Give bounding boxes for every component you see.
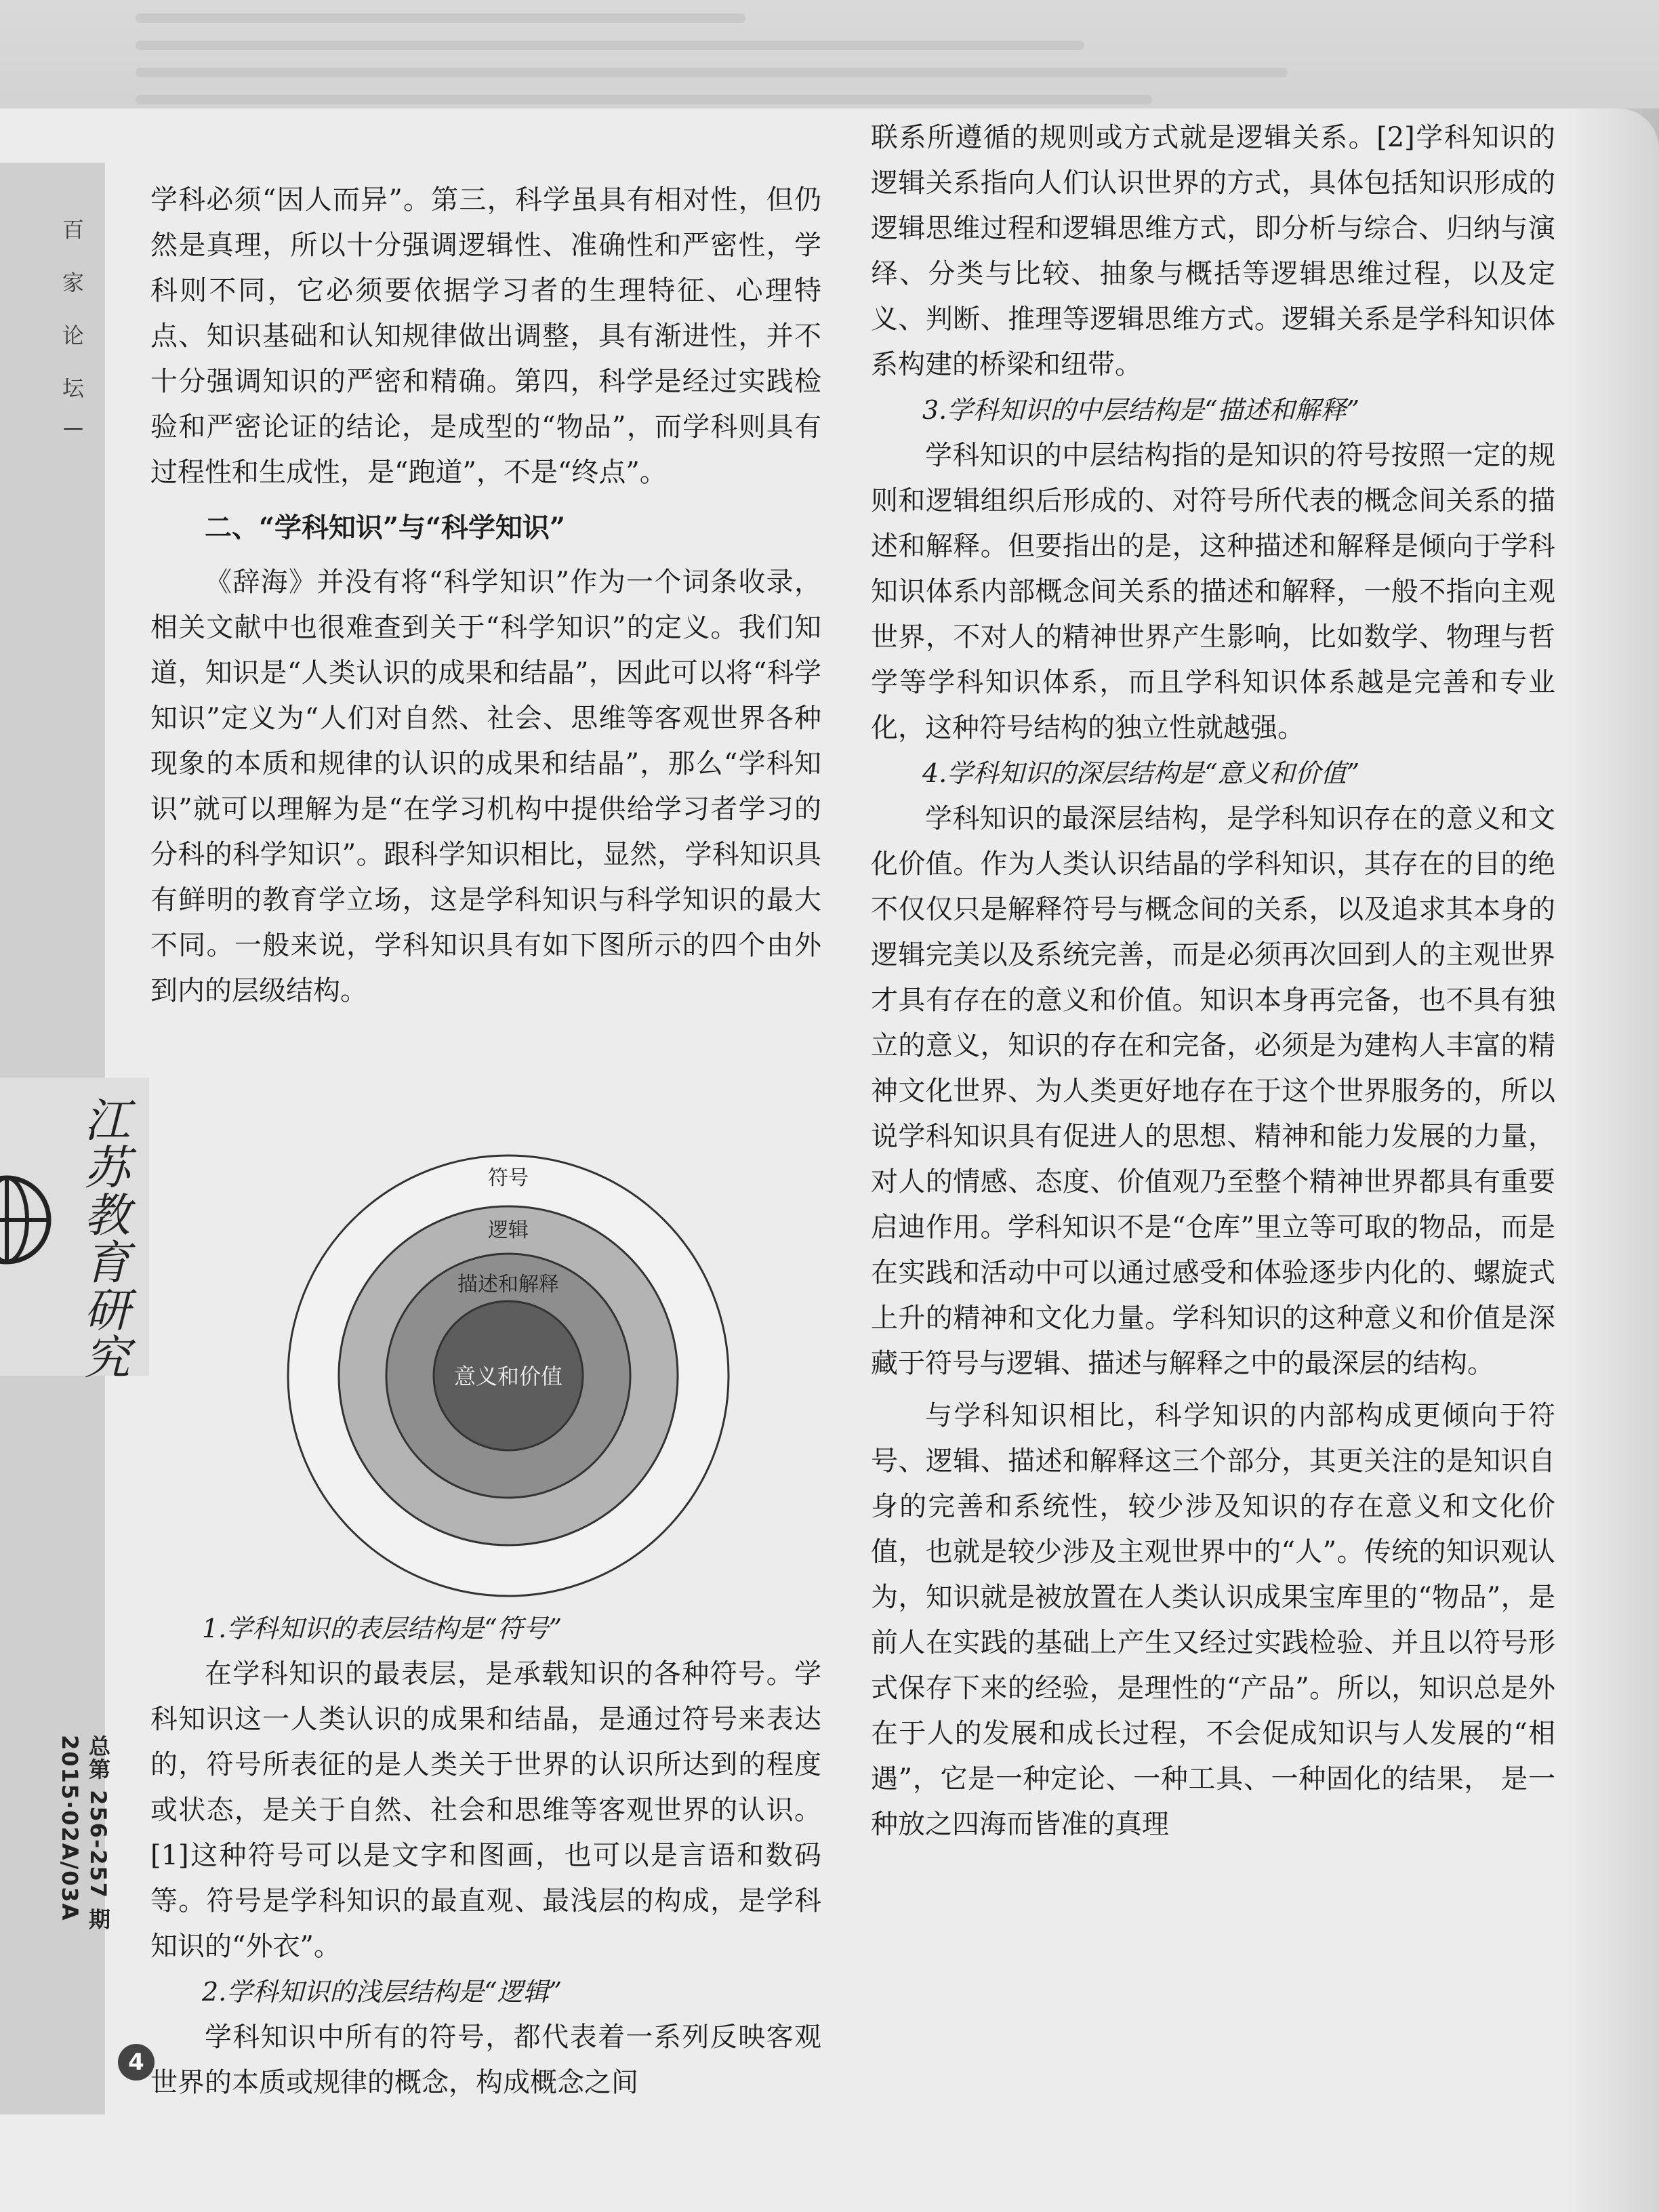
paragraph: 学科知识的中层结构指的是知识的符号按照一定的规则和逻辑组织后形成的、对符号所代表的概念间关系的描述和解释。但要指出的是，这种描述和解释是倾向于学科知识体系内部概念间关系的描述和解释，一般不指向主观世界，不对人的精神世界产生影响，比如数学、物理与哲学等学科知识体系，而且学科知识体系越是完善和专业化，这种符号结构的独立性就越强。 <box>871 440 1555 743</box>
subsection-heading: 2.学科知识的浅层结构是“逻辑” <box>202 1977 562 2007</box>
concentric-layer-diagram <box>278 1145 739 1606</box>
journal-name <box>73 1094 141 1385</box>
faded-text-line <box>136 68 1288 77</box>
section-tab-mark: — <box>63 416 83 440</box>
paragraph: 《辞海》并没有将“科学知识”作为一个词条收录，相关文献中也很难查到关于“科学知识”的定义。我们知道，知识是“人类认识的成果和结晶”，因此可以将“科学知识”定义为“人们对自然、社会、思维等客观世界各种现象的本质和规律的认识的成果和结晶”，那么“学科知识”就可以理解为是“在学习机构中提供给学习者学习的分科的科学知识”。跟科学知识相比，显然，学科知识具有鲜明的教育学立场，这是学科知识与科学知识的最大不同。一般来说，学科知识具有如下图所示的四个由外到内的层级结构。 <box>150 567 821 1006</box>
paragraph: 在学科知识的最表层，是承载知识的各种符号。学科知识这一人类认识的成果和结晶，是通过符号来表达的，符号所表征的是人类关于世界的认识所达到的程度或状态，是关于自然、社会和思维等客观世界的认识。[1]这种符号可以是文字和图画，也可以是言语和数码等。符号是学科知识的最直观、最浅层的构成，是学科知识的“外衣”。 <box>150 1658 821 1962</box>
journal-name-char: 江 <box>83 1094 130 1148</box>
section-tab-char: 坛 <box>62 375 84 401</box>
section-tab-char: 百 <box>62 217 84 243</box>
subsection-heading: 4.学科知识的深层结构是“意义和价值” <box>922 758 1360 788</box>
left-column <box>150 178 821 1014</box>
right-column <box>871 115 1555 1847</box>
left-column-bottom <box>150 1606 821 2106</box>
subsection-heading: 1.学科知识的表层结构是“符号” <box>202 1614 562 1643</box>
section-tab-char: 家 <box>62 270 84 295</box>
ring-label-logic: 逻辑 <box>488 1218 529 1242</box>
page-curve-shadow <box>1564 108 1659 2212</box>
journal-name-char: 育 <box>83 1237 130 1290</box>
paragraph: 学科必须“因人而异”。第三，科学虽具有相对性，但仍然是真理，所以十分强调逻辑性、准确性和严密性，学科则不同，它必须要依据学习者的生理特征、心理特点、知识基础和认知规律做出调整，具有渐进性，并不十分强调知识的严密和精确。第四，科学是经过实践检验和严密论证的结论，是成型的“物品”，而学科则具有过程性和生成性，是“跑道”，不是“终点”。 <box>150 184 821 488</box>
section-tab-char: 论 <box>62 323 84 348</box>
globe-icon <box>0 1172 54 1267</box>
paragraph: 学科知识的最深层结构，是学科知识存在的意义和文化价值。作为人类认识结晶的学科知识，其存在的目的绝不仅仅只是解释符号与概念间的关系，以及追求其本身的逻辑完美以及系统完善，而是必须再次回到人的主观世界才具有存在的意义和价值。知识本身再完备，也不具有独立的意义，知识的存在和完备，必须是为建构人丰富的精神文化世界、为人类更好地存在于这个世界服务的，所以说学科知识具有促进人的思想、精神和能力发展的力量，对人的情感、态度、价值观乃至整个精神世界都具有重要启迪作用。学科知识不是“仓库”里立等可取的物品，而是在实践和活动中可以通过感受和体验逐步内化的、螺旋式上升的精神和文化力量。学科知识的这种意义和价值是深藏于符号与逻辑、描述与解释之中的最深层的结构。 <box>871 803 1555 1379</box>
section-tab <box>60 203 87 442</box>
ring-label-symbol: 符号 <box>488 1166 529 1190</box>
core-label: 意义和价值 <box>453 1364 563 1389</box>
journal-name-char: 究 <box>83 1332 130 1385</box>
ring-label-description: 描述和解释 <box>457 1273 559 1296</box>
paragraph: 与学科知识相比，科学知识的内部构成更倾向于符号、逻辑、描述和解释这三个部分，其更关注的是知识自身的完善和系统性，较少涉及知识的存在意义和文化价值，也就是较少涉及主观世界中的“人”。传统的知识观认为，知识就是被放置在人类认识成果宝库里的“物品”，是前人在实践的基础上产生又经过实践检验、并且以符号形式保存下来的经验，是理性的“产品”。所以，知识总是外在于人的发展和成长过程，不会促成知识与人发展的“相遇”，它是一种定论、一种工具、一种固化的结果， 是一种放之四海而皆准的真理 <box>871 1400 1555 1840</box>
faded-text-line <box>136 41 1084 50</box>
journal-name-char: 教 <box>83 1189 130 1243</box>
page-number: 4 <box>118 2044 155 2081</box>
subsection-heading: 3.学科知识的中层结构是“描述和解释” <box>922 395 1360 425</box>
paragraph: 联系所遵循的规则或方式就是逻辑关系。[2]学科知识的逻辑关系指向人们认识世界的方式，具体包括知识形成的逻辑思维过程和逻辑思维方式，即分析与综合、归纳与演绎、分类与比较、抽象与概括等逻辑思维过程，以及定义、判断、推理等逻辑思维方式。逻辑关系是学科知识体系构建的桥梁和纽带。 <box>871 122 1555 380</box>
journal-name-char: 研 <box>83 1284 130 1338</box>
paragraph: 学科知识中所有的符号，都代表着一系列反映客观世界的本质或规律的概念，构成概念之间 <box>150 2022 821 2098</box>
faded-text-line <box>136 95 1152 104</box>
faded-text-line <box>136 14 745 23</box>
journal-name-char: 苏 <box>83 1142 130 1195</box>
issue-info: 总第 256-257 期 2015·02A/03A <box>57 1735 111 1931</box>
section-heading: 二、“学科知识”与“科学知识” <box>205 512 566 544</box>
